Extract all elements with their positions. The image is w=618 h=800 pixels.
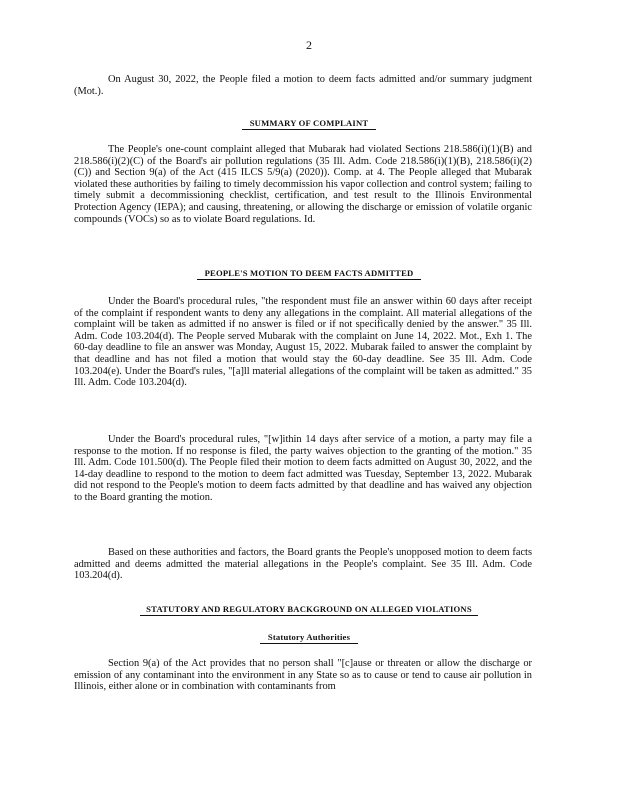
paragraph-text: Under the Board's procedural rules, "[w]ithin 14 days after service of a motion, a party may file a response to the motion. If no response is filed, the party waives objection to the granting of the motion." 35 Ill. Adm. Code 101.500(d). The People filed their motion to deem facts admitted on August 30, 2022, and the 14-day deadline to respond to the motion to deem fact admitted was Tuesday, September 13, 2022. Mubarak did not respond to the People's motion to deem facts admitted by that deadline and has waived any objection to the Board granting the motion. [74, 434, 532, 503]
paragraph-text: The People's one-count complaint alleged that Mubarak had violated Sections 218.586(i)(1)(B) and 218.586(i)(2)(C) of the Board's air pollution regulations (35 Ill. Adm. Code 218.586(i)(1)(B), 218.586(i)(2)(C)) and Section 9(a) of the Act (415 ILCS 5/9(a) (2020)). Comp. at 4. The People alleged that Mubarak violated these authorities by failing to timely decommission his vapor collection and control system; failing to timely submit a decommissioning checklist, certification, and test result to the Illinois Environmental Protection Agency (IEPA); and causing, threatening, or allowing the discharge or emission of volatile organic compounds (VOCs) so as to violate Board regulations. Id. [74, 144, 532, 225]
heading-motion-to-deem [0, 268, 618, 280]
paragraph-text: On August 30, 2022, the People filed a motion to deem facts admitted and/or summary judgment (Mot.). [74, 74, 532, 97]
paragraph-section-9a [74, 658, 532, 693]
heading-text: SUMMARY OF COMPLAINT [242, 118, 377, 130]
paragraph-text: Under the Board's procedural rules, "the respondent must file an answer within 60 days after receipt of the complaint if respondent wants to deny any allegations in the complaint. All material allegations of the complaint will be taken as admitted if no answer is filed or if not specifically denied by the answer." 35 Ill. Adm. Code 103.204(d). The People served Mubarak with the complaint on June 14, 2022. Mot., Exh 1. The 60-day deadline to file an answer was Monday, August 15, 2022. Mubarak failed to answer the complaint by that deadline and has not filed a motion that would stay the 60-day deadline. See 35 Ill. Adm. Code 103.204(e). Under the Board's rules, "[a]ll material allegations of the complaint will be taken as admitted." 35 Ill. Adm. Code 103.204(d). [74, 296, 532, 389]
heading-summary-of-complaint [0, 118, 618, 130]
paragraph-text: Based on these authorities and factors, the Board grants the People's unopposed motion to deem facts admitted and deems admitted the material allegations in the People's complaint. See 35 Ill. Adm. Code 103.204(d). [74, 547, 532, 582]
paragraph-complaint-summary [74, 144, 532, 225]
paragraph-procedural-rules-response [74, 434, 532, 504]
heading-statutory-background [0, 604, 618, 616]
heading-statutory-authorities [0, 632, 618, 644]
heading-text: Statutory Authorities [260, 632, 358, 644]
heading-text: STATUTORY AND REGULATORY BACKGROUND ON ALLEGED VIOLATIONS [140, 604, 478, 616]
heading-text: PEOPLE'S MOTION TO DEEM FACTS ADMITTED [197, 268, 422, 280]
paragraph-motion-filed [74, 74, 532, 97]
paragraph-board-grants [74, 547, 532, 582]
paragraph-text: Section 9(a) of the Act provides that no person shall "[c]ause or threaten or allow the discharge or emission of any contaminant into the environment in any State so as to cause or tend to cause air pollution in Illinois, either alone or in combination with contaminants from [74, 658, 532, 693]
paragraph-procedural-rules-answer [74, 296, 532, 389]
page-number: 2 [306, 38, 312, 52]
